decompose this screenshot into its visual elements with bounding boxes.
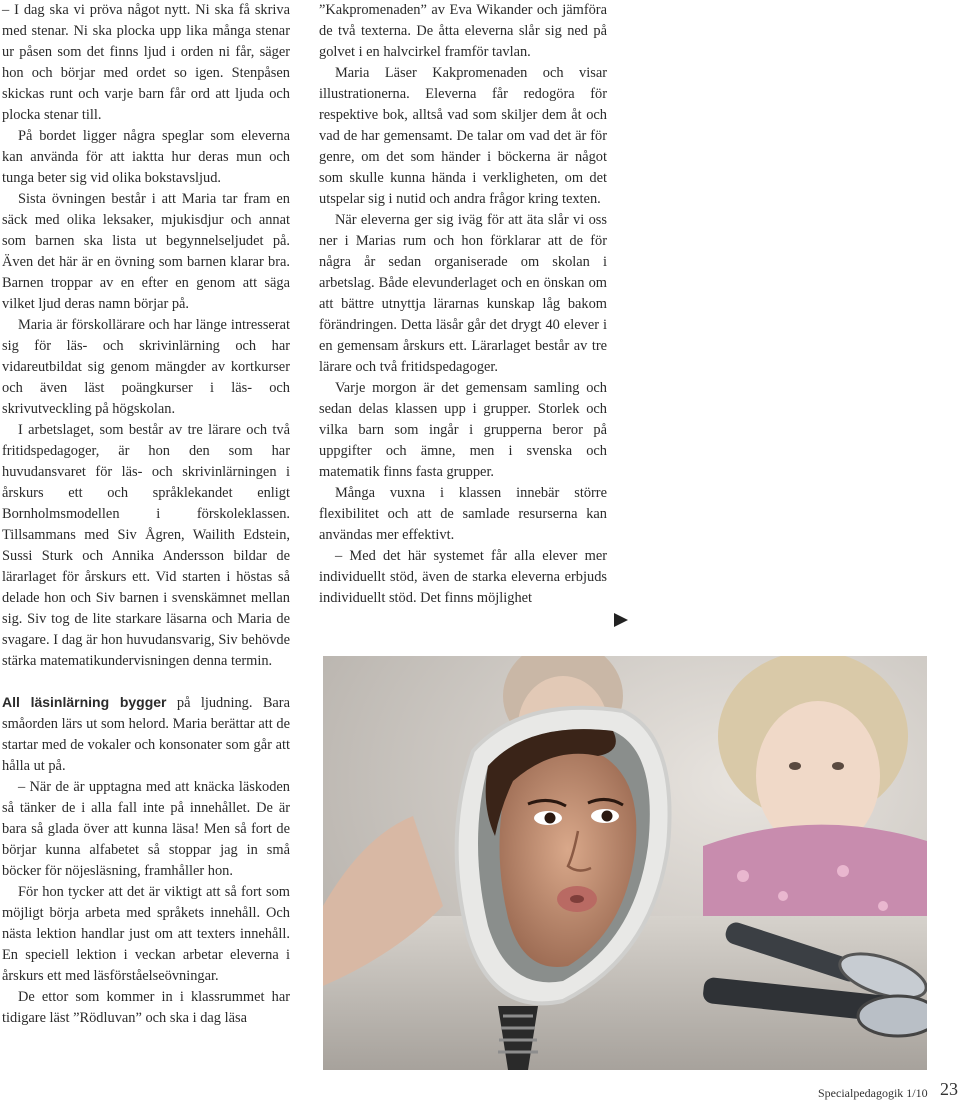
lead-in: All läsinlärning bygger — [2, 694, 167, 710]
paragraph: ”Kakpromenaden” av Eva Wikander och jämföra de två texterna. De åtta eleverna slår sig ned på golvet i en halvcirkel framför tavlan. — [319, 2, 607, 60]
paragraph: På bordet ligger några speglar som eleverna kan använda för att iaktta hur deras mun och tunga beter sig vid olika bokstavsljud. — [2, 128, 290, 186]
paragraph: – Med det här systemet får alla elever mer individuellt stöd, även de starka eleverna erbjuds individuellt stöd. Det finns möjlighet — [319, 548, 607, 606]
paragraph: När eleverna ger sig iväg för att äta slår vi oss ner i Marias rum och hon förklarar att de för några år sedan organiserade om skolan i arbetslag. Både elevunderlaget och en önskan om att bättre utnyttja lärarnas kunskap låg bakom förändringen. Detta läsår går det drygt 40 elever i en gemensam årskurs ett. Lärarlaget består av tre lärare och två fritidspedagoger. — [319, 212, 607, 375]
paragraph: – I dag ska vi pröva något nytt. Ni ska få skriva med stenar. Ni ska plocka upp lika många stenar ur påsen som det finns ljud i orden ni får, säger hon och börjar med ordet so igen. Stenpåsen skickas runt och varje barn får ord att ljuda och plocka stenar till. — [2, 2, 290, 123]
paragraph: Många vuxna i klassen innebär större flexibilitet och att de samlade resurserna kan användas mer effektivt. — [319, 485, 607, 543]
paragraph: De ettor som kommer in i klassrummet har tidigare läst ”Rödluvan” och ska i dag läsa — [2, 989, 290, 1026]
paragraph: Varje morgon är det gemensam samling och sedan delas klassen upp i grupper. Storlek och vilka barn som ingår i grupperna beror på uppgifter och ämne, men i svenska och matematik finns fasta grupper. — [319, 380, 607, 480]
left-column-bottom — [2, 692, 290, 1029]
paragraph: – När de är upptagna med att knäcka läskoden så tänker de i alla fall inte på innehållet. De är bara så glada över att kunna läsa! Men så fort de börjar kunna alfabetet så stoppar jag in små böcker för nöjesläsning, framhåller hon. — [2, 779, 290, 879]
classroom-mirror-photo — [323, 656, 927, 1070]
publication-name: Specialpedagogik 1/10 — [818, 1086, 928, 1100]
section-intro-paragraph — [2, 692, 290, 777]
triangle-right-icon — [613, 612, 629, 628]
page-number: 23 — [940, 1079, 958, 1099]
left-column-top — [2, 0, 290, 672]
paragraph: Maria är förskollärare och har länge intresserat sig för läs- och skrivinlärning och har vidareutbildat sig genom mängder av kortkurser och även läst poängkurser i läs- och skrivutveckling på högskolan. — [2, 317, 290, 417]
paragraph: I arbetslaget, som består av tre lärare och två fritidspedagoger, är hon den som har huvudansvaret för läs- och skrivinlärningen i årskurs ett och språklekandet enligt Bornholmsmodellen i förskoleklassen. Tillsammans med Siv Ågren, Wailith Edstein, Sussi Sturk och Annika Andersson bildar de lärarlaget för årskurs ett. Vid starten i höstas så delade hon och Siv barnen i svenskämnet mellan sig. Siv tog de lite starkare läsarna och Maria de svagare. I dag är hon huvudansvarig, Siv behövde stärka matematikundervisningen denna termin. — [2, 422, 290, 669]
intro-rest: på ljudning. Bara småorden lärs ut som helord. Maria berättar att de startar med de vokaler och konsonater som går att hålla ut på. — [2, 695, 290, 774]
right-column — [319, 0, 607, 609]
paragraph: Maria Läser Kakpromenaden och visar illustrationerna. Eleverna får redogöra för respektive bok, alltså vad som skiljer dem åt och vad de har gemensamt. De talar om vad det är för genre, om det som händer i böckerna är något som skulle kunna hända i verkligheten, om det utspelar sig i nutid och andra frågor kring texten. — [319, 65, 607, 207]
paragraph: För hon tycker att det är viktigt att så fort som möjligt börja arbeta med språkets innehåll. Och nästa lektion handlar just om att texters innehåll. En speciell lektion i veckan arbetar eleverna i årskurs ett med läsförståelseövningar. — [2, 884, 290, 984]
paragraph: Sista övningen består i att Maria tar fram en säck med olika leksaker, mjukisdjur och annat som barnen ska lista ut begynnelseljudet på. Även det här är en övning som barnen klarar bra. Barnen troppar av en efter en genom att säga vilket ljud deras namn börjar på. — [2, 191, 290, 312]
